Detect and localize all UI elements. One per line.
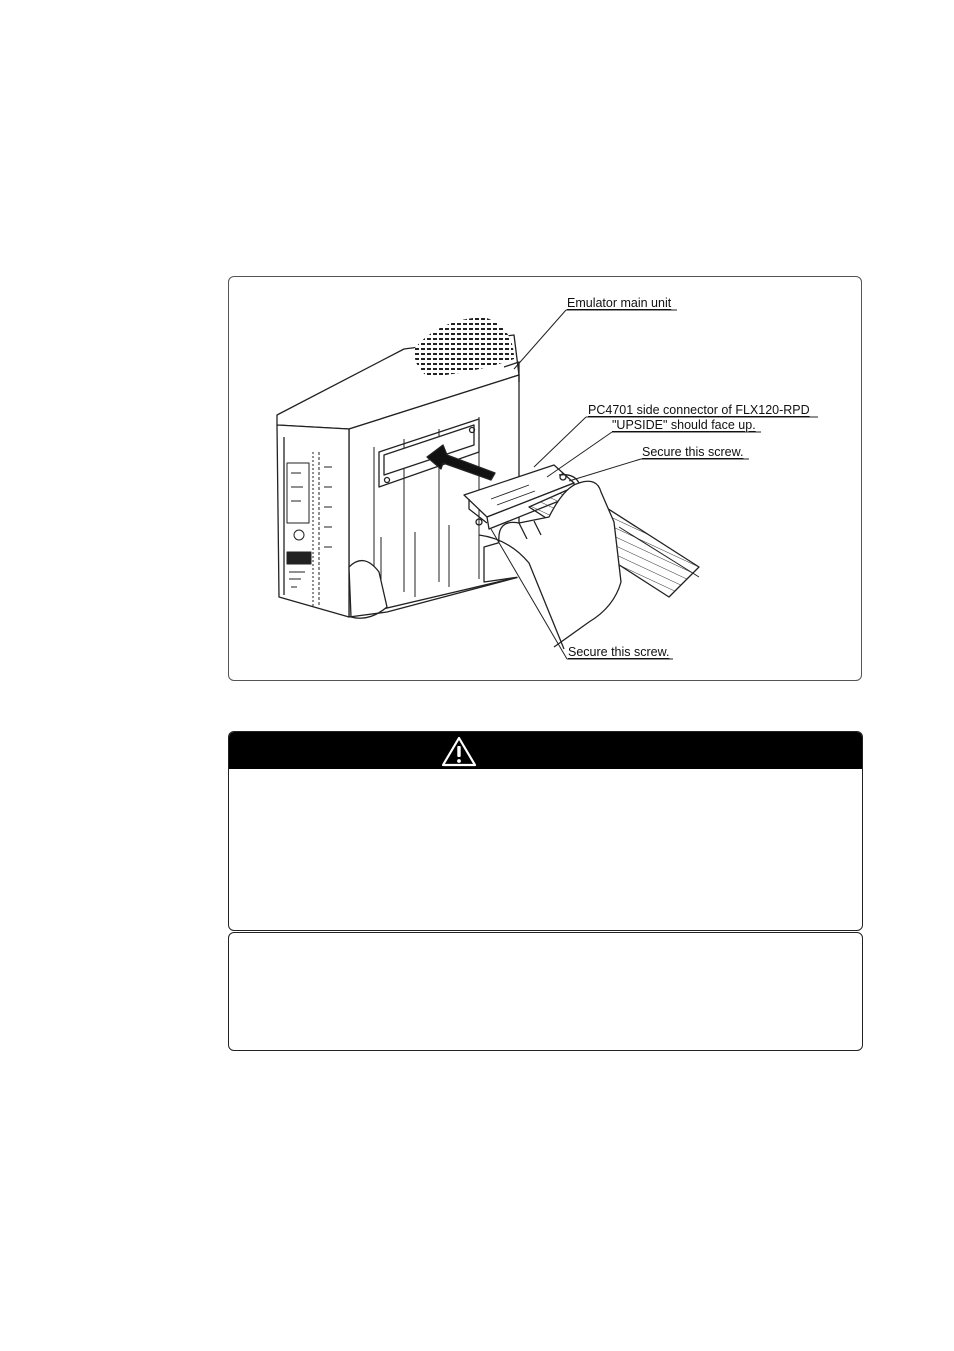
callout-secure-screw-bottom: Secure this screw. <box>568 645 670 659</box>
callout-secure-screw-top: Secure this screw. <box>642 445 744 459</box>
callout-connector: PC4701 side connector of FLX120-RPD <box>588 403 810 417</box>
callout-emulator-main-unit: Emulator main unit <box>567 296 672 310</box>
note-box <box>228 932 863 1051</box>
warning-body <box>229 769 862 930</box>
warning-box <box>228 731 863 931</box>
warning-triangle-icon <box>441 736 477 767</box>
warning-header <box>229 732 862 769</box>
emulator-connection-drawing <box>229 277 862 681</box>
illustration-figure <box>228 276 862 681</box>
callout-upside: "UPSIDE" should face up. <box>612 418 756 432</box>
